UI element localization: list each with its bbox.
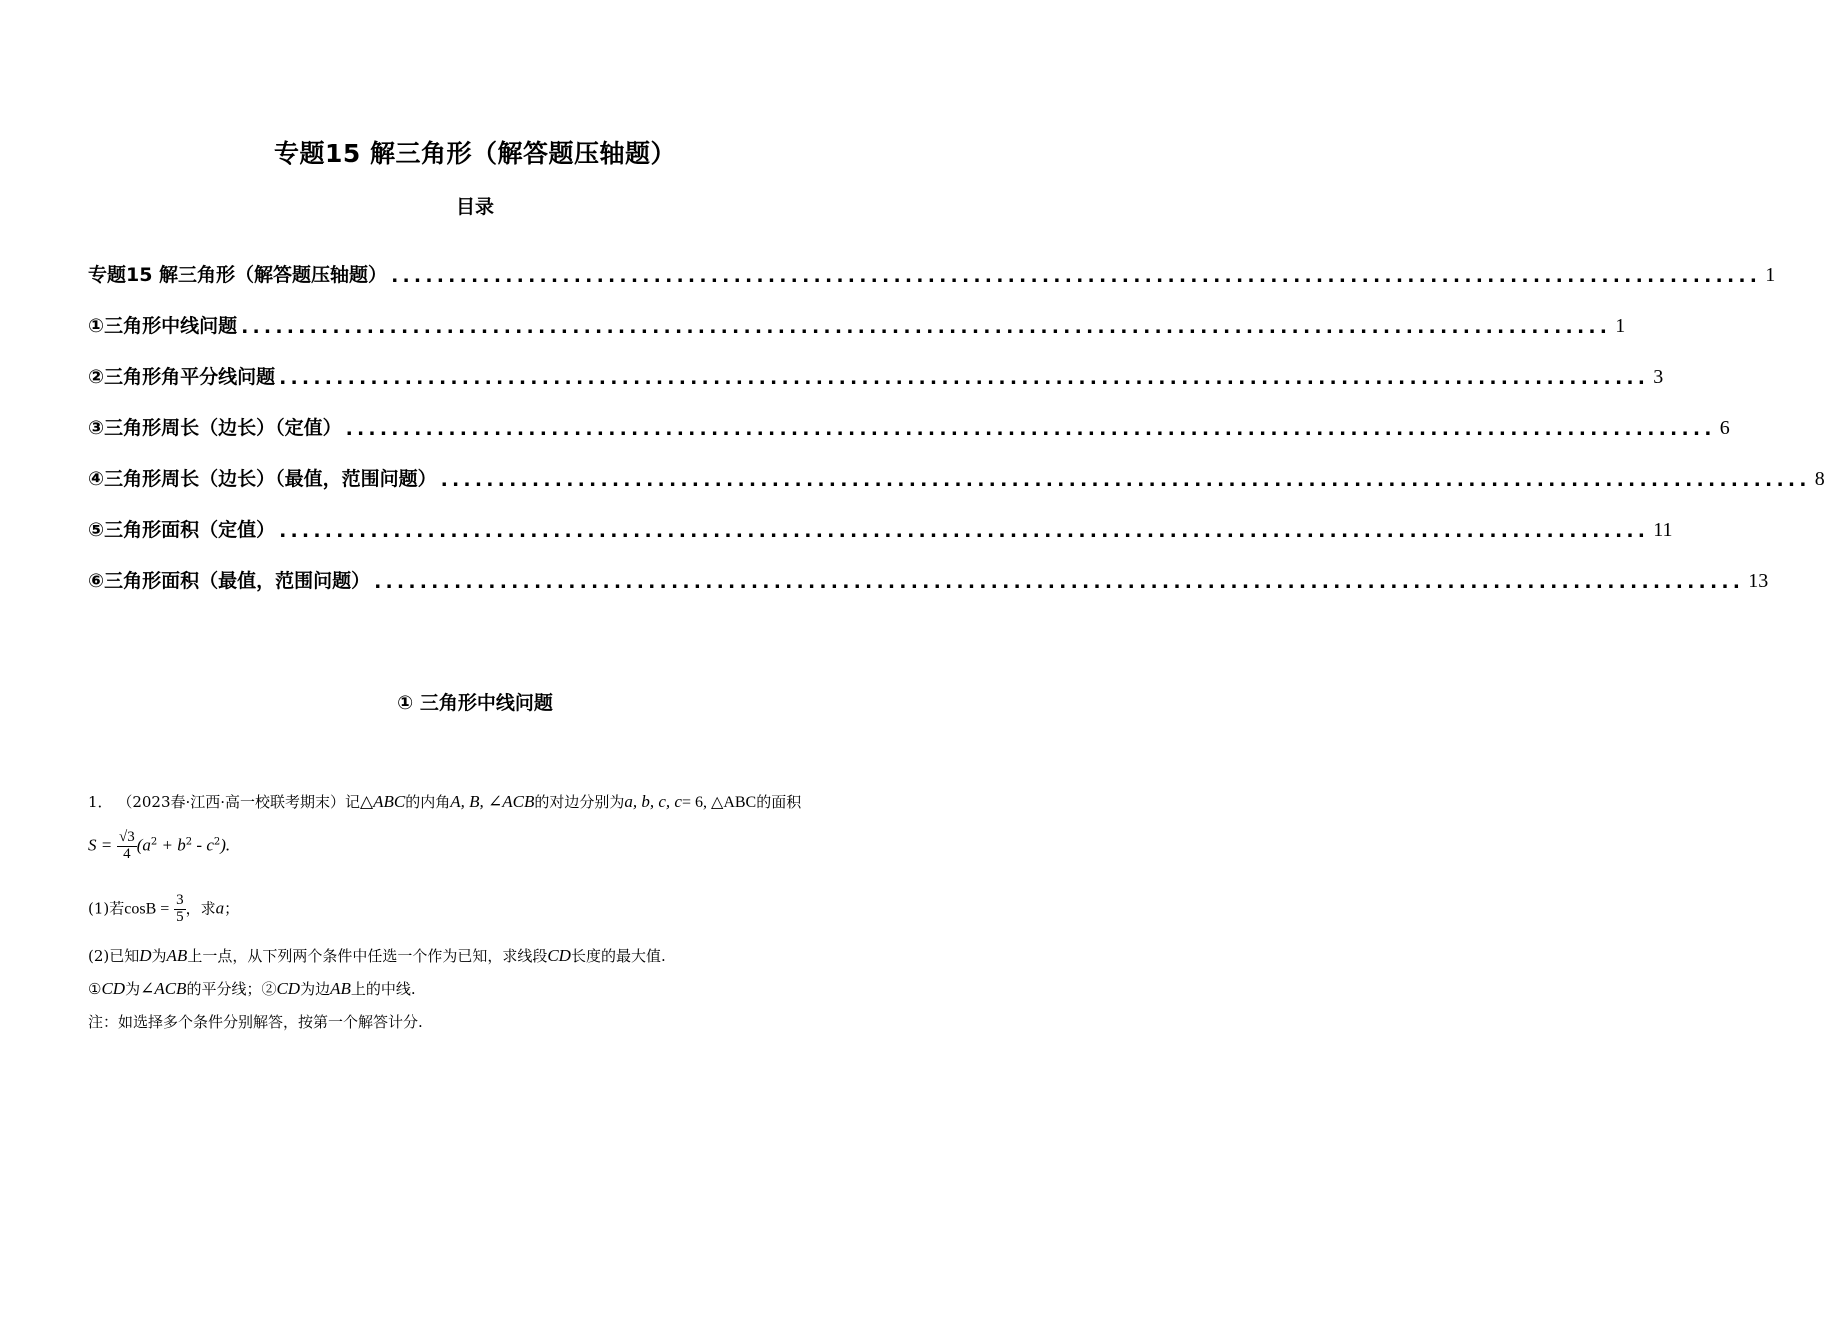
triangle-symbol: △ABC xyxy=(360,792,406,811)
part1-end: ； xyxy=(224,899,240,918)
area-lhs: S = xyxy=(88,835,113,855)
toc-entry[interactable] xyxy=(88,389,1730,440)
part-1 xyxy=(88,893,868,926)
numerator: 3 xyxy=(176,892,184,908)
toc-entry-label: ①三角形中线问题 xyxy=(88,315,238,337)
exp: 2 xyxy=(213,836,221,848)
cond2-text-a: 为边 xyxy=(300,980,331,998)
cond2-ab: AB xyxy=(330,979,351,998)
var-cd: CD xyxy=(547,946,571,965)
cond1-prefix: ① xyxy=(88,980,102,998)
section-heading: ① 三角形中线问题 xyxy=(397,692,553,714)
exp: 2 xyxy=(150,836,158,848)
text: 的对边分别为 xyxy=(534,793,625,811)
part1-mid: ，求 xyxy=(185,899,216,918)
fraction xyxy=(174,893,186,926)
cond1-var: CD xyxy=(101,979,126,998)
cond2-var: CD xyxy=(276,979,301,998)
problem-number: 1． xyxy=(88,793,113,811)
toc-entry[interactable] xyxy=(88,440,1825,491)
angles: A, B, ∠ACB xyxy=(450,792,535,811)
problem-statement-line xyxy=(88,790,868,814)
eq-six: = 6, △ABC xyxy=(681,794,757,811)
toc-leader-dots: ........................................................................................................................ xyxy=(374,571,1745,593)
area-rhs-a: (a xyxy=(136,835,151,855)
toc-leader-dots: ........................................................................................................................ xyxy=(345,418,1716,440)
denominator: 4 xyxy=(123,845,131,862)
toc-leader-dots: ........................................................................................................................ xyxy=(440,469,1811,491)
cos-b: cosB = xyxy=(124,900,170,918)
toc-entry-page: 6 xyxy=(1719,417,1730,439)
toc-entry-page: 1 xyxy=(1765,264,1776,286)
sides: a, b, c, c xyxy=(624,792,682,811)
area-rhs-c: - c xyxy=(192,835,214,855)
cond2-text-b: 上的中线. xyxy=(350,980,416,998)
text: 的面积 xyxy=(756,793,802,811)
text: 的内角 xyxy=(405,793,451,811)
part2-end: 长度的最大值. xyxy=(570,947,666,965)
numerator: √3 xyxy=(119,829,135,845)
note: 注：如选择多个条件分别解答，按第一个解答计分. xyxy=(88,1013,423,1031)
denominator: 5 xyxy=(176,908,184,925)
toc-entry-label: ⑤三角形面积（定值） xyxy=(88,519,276,541)
toc-entry-page: 13 xyxy=(1748,570,1769,592)
part2-on: 为 xyxy=(151,947,167,965)
fraction xyxy=(117,830,137,863)
cond1-angle: ∠ACB xyxy=(140,979,187,998)
part2-text: 上一点，从下列两个条件中任选一个作为已知，求线段 xyxy=(187,947,548,965)
var-d: D xyxy=(139,946,152,965)
exp: 2 xyxy=(185,836,193,848)
part1-var: a xyxy=(215,898,225,918)
conditions xyxy=(88,977,868,1001)
toc-entry[interactable] xyxy=(88,542,1769,593)
toc-leader-dots: ........................................................................................................................ xyxy=(391,265,1762,287)
area-rhs-b: + b xyxy=(157,835,186,855)
var-ab: AB xyxy=(166,946,188,965)
toc-entry-page: 8 xyxy=(1814,468,1825,490)
toc-entry-label: ④三角形周长（边长）（最值，范围问题） xyxy=(88,468,437,490)
area-formula xyxy=(88,830,868,863)
toc-entry-label: 专题15 解三角形（解答题压轴题） xyxy=(88,264,388,286)
toc-entry[interactable] xyxy=(88,491,1673,542)
part1-prefix: (1)若 xyxy=(88,899,125,918)
toc-heading: 目录 xyxy=(455,196,494,218)
cond1-text: 的平分线；② xyxy=(186,980,277,998)
toc-entry-label: ③三角形周长（边长）（定值） xyxy=(88,417,342,439)
toc-entry-label: ⑥三角形面积（最值，范围问题） xyxy=(88,570,371,592)
toc-leader-dots: ........................................................................................................................ xyxy=(241,316,1612,338)
toc-leader-dots: ........................................................................................................................ xyxy=(279,520,1650,542)
cond1-for: 为 xyxy=(125,980,141,998)
toc-entry-page: 3 xyxy=(1653,366,1664,388)
table-of-contents xyxy=(88,236,1825,593)
area-end: ). xyxy=(220,835,231,855)
toc-leader-dots: ........................................................................................................................ xyxy=(279,367,1650,389)
toc-entry[interactable] xyxy=(88,338,1664,389)
toc-entry-label: ②三角形角平分线问题 xyxy=(88,366,276,388)
toc-entry-page: 11 xyxy=(1653,519,1673,541)
toc-entry[interactable] xyxy=(88,287,1626,338)
part2-prefix: (2)已知 xyxy=(88,947,140,965)
toc-entry[interactable] xyxy=(88,236,1776,287)
toc-entry-page: 1 xyxy=(1615,315,1626,337)
part-2 xyxy=(88,944,868,968)
document-title: 专题15 解三角形（解答题压轴题） xyxy=(274,139,676,168)
problem-source: （2023春·江西·高一校联考期末）记 xyxy=(117,793,361,811)
